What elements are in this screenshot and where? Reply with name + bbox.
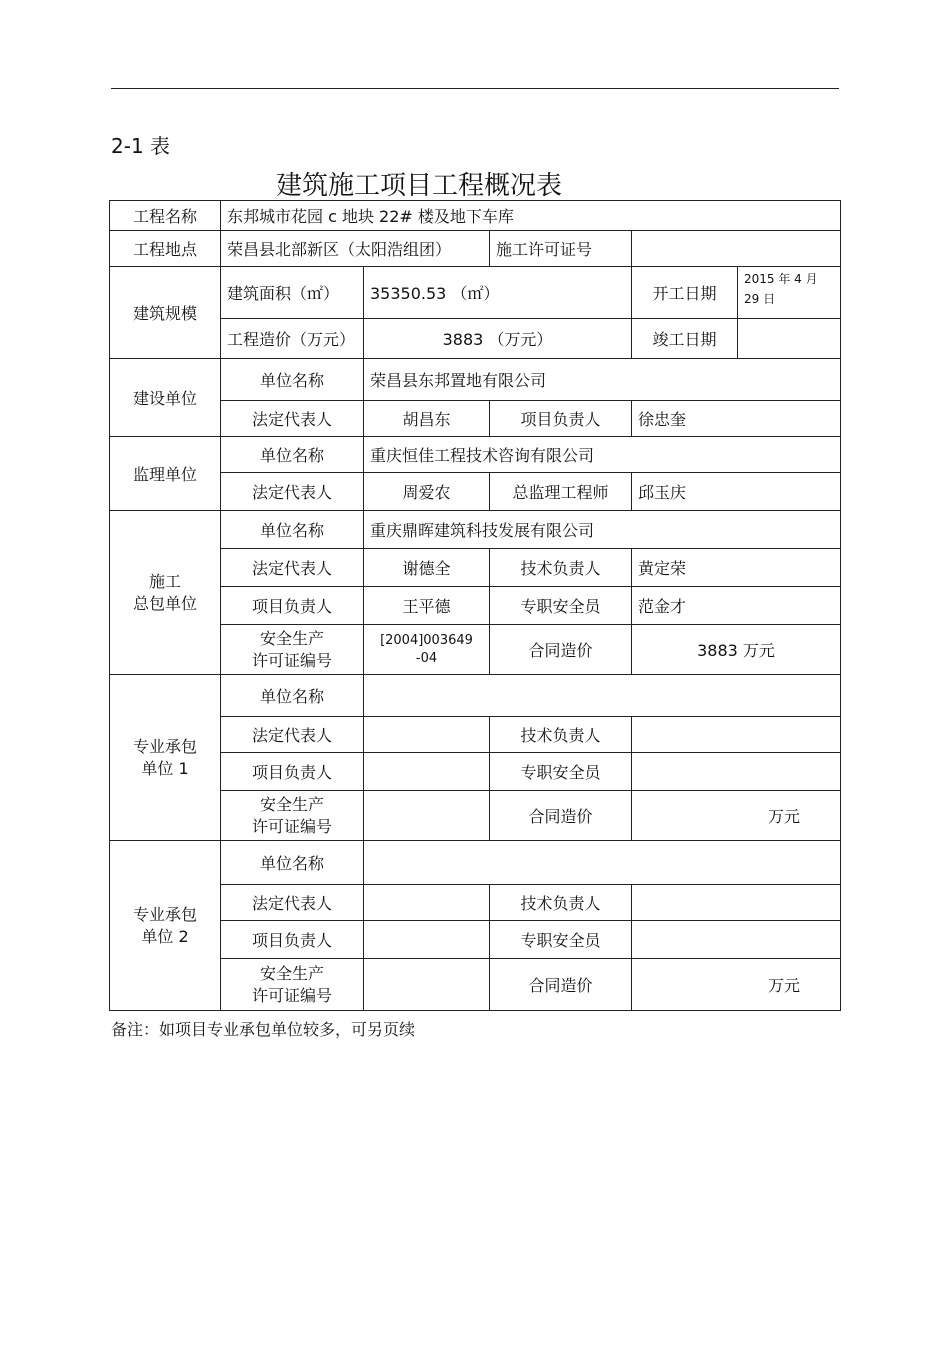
form-title	[0, 165, 950, 202]
contractor-section-line2: 总包单位	[132, 593, 197, 613]
sub2-safety-value	[632, 921, 841, 959]
sub1-safety-label: 专职安全员	[490, 753, 632, 791]
sub1-license-value	[364, 791, 490, 841]
supervisor-unit-label: 单位名称	[221, 437, 364, 473]
supervisor-chief-value: 邱玉庆	[632, 473, 841, 511]
builder-pm-label: 项目负责人	[490, 401, 632, 437]
start-date-label: 开工日期	[632, 267, 738, 319]
row-project-location	[110, 231, 841, 267]
footer-note: 备注：如项目专业承包单位较多，可另页续	[111, 1020, 416, 1039]
sub1-contract-unit: 万元	[632, 791, 841, 841]
sub2-pm-label: 项目负责人	[221, 921, 364, 959]
start-date-value: 2015 年 4 月 29 日	[738, 267, 841, 319]
contractor-safety-label: 专职安全员	[490, 587, 632, 625]
row-contractor-unit	[110, 511, 841, 549]
sub2-license-label	[221, 959, 364, 1011]
table-number-label: 2-1 表	[111, 134, 171, 158]
builder-unit-label: 单位名称	[221, 359, 364, 401]
header-rule	[111, 88, 839, 89]
sub2-tech-value	[632, 885, 841, 921]
sub2-section-line1: 专业承包	[132, 904, 197, 924]
contractor-license-label	[221, 625, 364, 675]
supervisor-rep-value: 周爱农	[364, 473, 490, 511]
contractor-tech-value: 黄定荣	[632, 549, 841, 587]
sub1-section-label	[110, 675, 221, 841]
sub1-unit-label: 单位名称	[221, 675, 364, 717]
sub2-license-value	[364, 959, 490, 1011]
sub1-pm-label: 项目负责人	[221, 753, 364, 791]
finish-date-label: 竣工日期	[632, 319, 738, 359]
contractor-license-label-1: 安全生产	[259, 628, 324, 648]
area-value: 35350.53 （㎡）	[364, 267, 632, 319]
project-name-value: 东邦城市花园 c 地块 22# 楼及地下车库	[221, 201, 841, 231]
contractor-section-line1: 施工	[148, 571, 181, 591]
contractor-rep-label: 法定代表人	[221, 549, 364, 587]
contractor-unit-label: 单位名称	[221, 511, 364, 549]
contractor-pm-label: 项目负责人	[221, 587, 364, 625]
sub1-tech-label: 技术负责人	[490, 717, 632, 753]
contractor-rep-value: 谢德全	[364, 549, 490, 587]
supervisor-unit-value: 重庆恒佳工程技术咨询有限公司	[364, 437, 841, 473]
permit-label: 施工许可证号	[490, 231, 632, 267]
sub2-rep-value	[364, 885, 490, 921]
contractor-tech-label: 技术负责人	[490, 549, 632, 587]
sub1-rep-label: 法定代表人	[221, 717, 364, 753]
sub2-tech-label: 技术负责人	[490, 885, 632, 921]
cost-label: 工程造价（万元）	[221, 319, 364, 359]
sub2-safety-label: 专职安全员	[490, 921, 632, 959]
contractor-safety-value: 范金才	[632, 587, 841, 625]
row-sub2-unit	[110, 841, 841, 885]
contractor-contract-value: 3883 万元	[632, 625, 841, 675]
sub1-license-label	[221, 791, 364, 841]
sub1-safety-value	[632, 753, 841, 791]
sub1-rep-value	[364, 717, 490, 753]
supervisor-rep-label: 法定代表人	[221, 473, 364, 511]
form-title-text: 建筑施工项目工程概况表	[275, 171, 562, 201]
sub2-rep-label: 法定代表人	[221, 885, 364, 921]
row-builder-unit	[110, 359, 841, 401]
builder-unit-value: 荣昌县东邦置地有限公司	[364, 359, 841, 401]
sub1-tech-value	[632, 717, 841, 753]
contractor-license-label-2: 许可证编号	[251, 650, 332, 670]
sub2-unit-value	[364, 841, 841, 885]
project-name-label: 工程名称	[110, 201, 221, 231]
sub1-section-line2: 单位 1	[141, 758, 189, 778]
contractor-unit-value: 重庆鼎晖建筑科技发展有限公司	[364, 511, 841, 549]
project-location-label: 工程地点	[110, 231, 221, 267]
sub2-section-line2: 单位 2	[141, 926, 189, 946]
sub2-unit-label: 单位名称	[221, 841, 364, 885]
sub2-section-label	[110, 841, 221, 1011]
row-project-name	[110, 201, 841, 231]
supervisor-chief-label: 总监理工程师	[490, 473, 632, 511]
builder-rep-label: 法定代表人	[221, 401, 364, 437]
sub1-unit-value	[364, 675, 841, 717]
sub2-license-label-2: 许可证编号	[251, 985, 332, 1005]
builder-pm-value: 徐忠奎	[632, 401, 841, 437]
supervisor-section-label: 监理单位	[110, 437, 221, 511]
builder-rep-value: 胡昌东	[364, 401, 490, 437]
sub2-pm-value	[364, 921, 490, 959]
permit-value	[632, 231, 841, 267]
contractor-contract-label: 合同造价	[490, 625, 632, 675]
row-scale-area	[110, 267, 841, 319]
sub2-license-label-1: 安全生产	[259, 963, 324, 983]
row-supervisor-unit	[110, 437, 841, 473]
sub1-contract-label: 合同造价	[490, 791, 632, 841]
contractor-pm-value: 王平德	[364, 587, 490, 625]
sub1-section-line1: 专业承包	[132, 736, 197, 756]
sub2-contract-unit: 万元	[632, 959, 841, 1011]
finish-date-value	[738, 319, 841, 359]
sub1-license-label-2: 许可证编号	[251, 816, 332, 836]
contractor-section-label	[110, 511, 221, 675]
sub1-license-label-1: 安全生产	[259, 794, 324, 814]
sub2-contract-label: 合同造价	[490, 959, 632, 1011]
project-overview-table	[109, 200, 841, 1011]
row-sub1-unit	[110, 675, 841, 717]
sub1-pm-value	[364, 753, 490, 791]
cost-value: 3883 （万元）	[364, 319, 632, 359]
scale-label: 建筑规模	[110, 267, 221, 359]
builder-section-label: 建设单位	[110, 359, 221, 437]
area-label: 建筑面积（㎡）	[221, 267, 364, 319]
project-location-value: 荣昌县北部新区（太阳浩组团）	[221, 231, 490, 267]
contractor-license-value: [2004]003649 -04	[364, 625, 490, 675]
